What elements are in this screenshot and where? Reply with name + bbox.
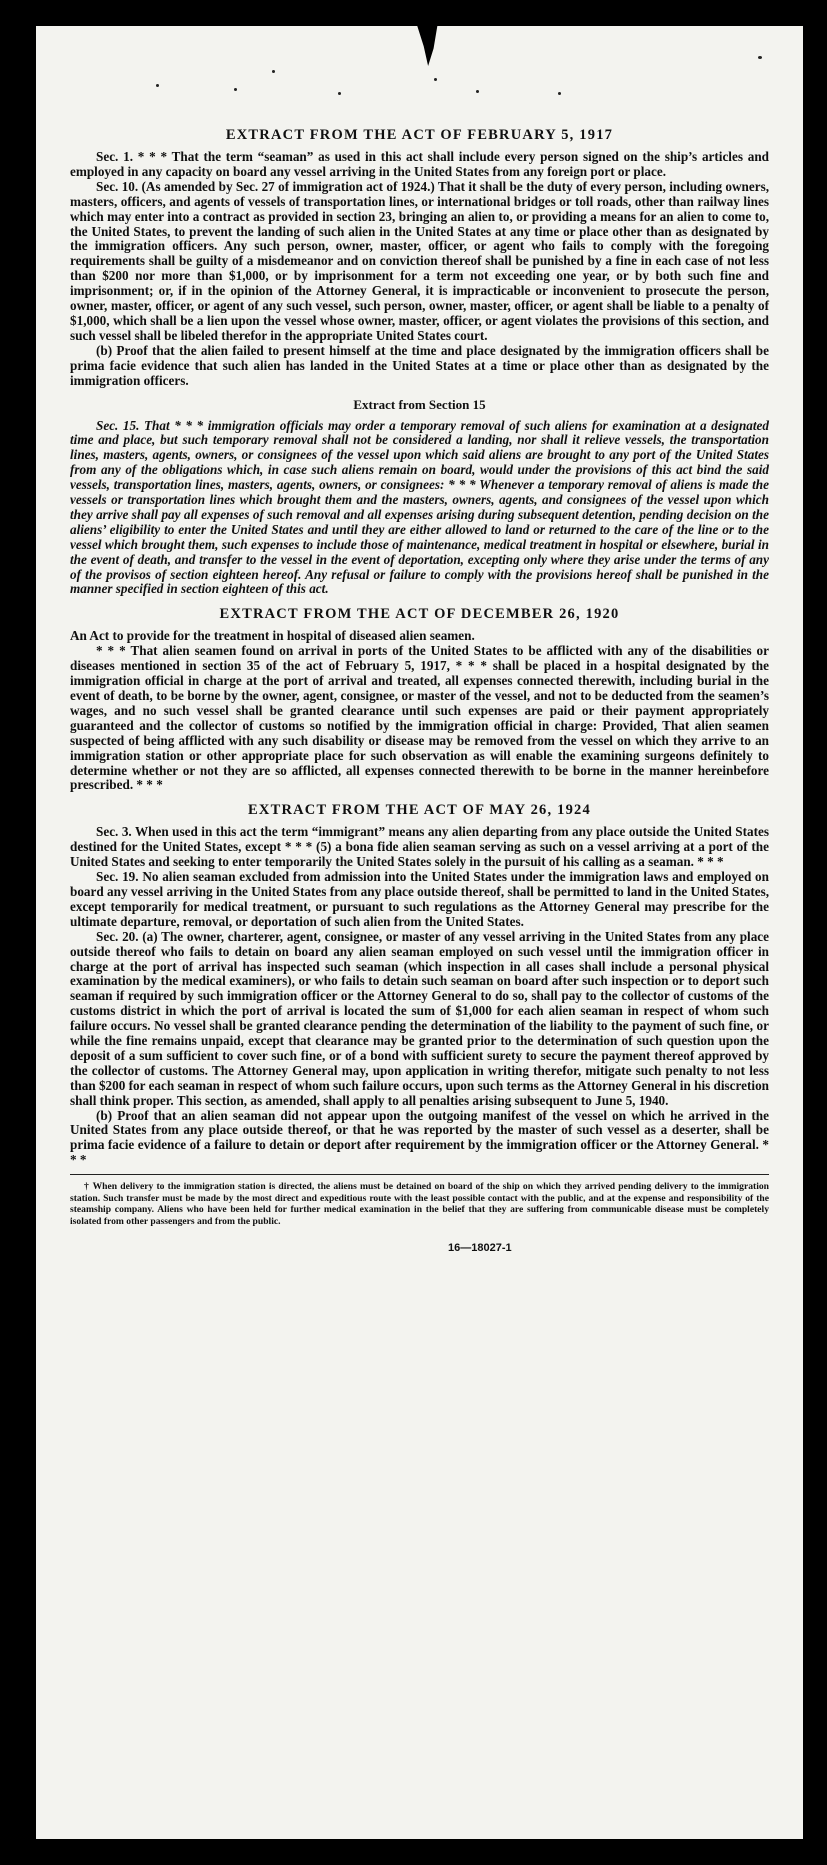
page-speck	[434, 78, 437, 81]
paragraph-hospital-treatment: * * * That alien seamen found on arrival in ports of the United States to be afflicted with any of the disabilities or diseases mentioned in section 35 of the act of February 5, 1917, * * * shall be placed in a hospital designated by the immigration official in charge at the port of arrival and treated, all expenses connected therewith, including burial in the event of death, to be borne by the owner, agent, consignee, or master of the vessel, and not to be deducted from the seamen’s wages, and no such vessel shall be granted clearance until such expenses are paid or their payment appropriately guaranteed and the collector of customs so notified by the immigration official in charge: Provided, That alien seamen suspected of being afflicted with any such disability or disease may be removed from the vessel on which they arrive to an immigration station or other appropriate place for such observation as will enable the examining surgeons definitely to determine whether or not they are so afflicted, all expenses connected therewith to be borne in the manner hereinbefore prescribed. * * *	[70, 643, 769, 793]
page-speck	[558, 92, 561, 95]
heading-act-1920: EXTRACT FROM THE ACT OF DECEMBER 26, 1920	[219, 606, 620, 623]
document-page	[36, 26, 803, 1839]
paragraph-sec-19: Sec. 19. No alien seaman excluded from admission into the United States under the immigration laws and employed on board any vessel arriving in the United States from any place outside thereof, shall be permitted to land in the United States, except temporarily for medical treatment, or pursuant to such regulations as the Attorney General may prescribe for the ultimate departure, removal, or deportation of such alien from the United States.	[70, 869, 769, 929]
paragraph-sec-15: Sec. 15. That * * * immigration officials may order a temporary removal of such aliens for examination at a designated time and place, but such temporary removal shall not be considered a landing, nor shall it relieve vessels, the transportation lines, masters, agents, owners, or consignees of the vessel upon which said aliens are brought to any port of the United States from any of the obligations which, in case such aliens remain on board, would under the provisions of this act bind the said vessels, transportation lines, masters, agents, owners, or consignees: * * * Whenever a temporary removal of aliens is made the vessels or transportation lines which brought them and the masters, owners, agents, and consignees of the vessel upon which they arrive shall pay all expenses of such removal and all expenses arising during subsequent detention, pending decision on the aliens’ eligibility to enter the United States and until they are either allowed to land or returned to the care of the line or to the vessel which brought them, such expenses to include those of maintenance, medical treatment in hospital or elsewhere, burial in the event of death, and transfer to the vessel in the event of deportation, excepting only where they arise under the terms of any of the provisos of section eighteen hereof. Any refusal or failure to comply with the provisions hereof shall be punished in the manner specified in section eighteen of this act.	[70, 417, 769, 597]
paragraph-sec-10: Sec. 10. (As amended by Sec. 27 of immigration act of 1924.) That it shall be the duty of every person, including owners, masters, officers, and agents of vessels of transportation lines, or international bridges or toll roads, other than railway lines which may enter into a contract as provided in section 23, bringing an alien to, or providing a means for an alien to come to, the United States, to prevent the landing of such alien in the United States at any time or place other than as designated by the immigration officers. Any such person, owner, master, officer, or agent who fails to comply with the foregoing requirements shall be guilty of a misdemeanor and on conviction thereof shall be punished by a fine in each case of not less than $200 nor more than $1,000, or by imprisonment for a term not exceeding one year, or by both such fine and imprisonment; or, if in the opinion of the Attorney General, it is impracticable or inconvenient to prosecute the person, owner, master, officer, or agent of any such vessel, such person, owner, master, officer, or agent shall be liable to a penalty of $1,000, which shall be a lien upon the vessel whose owner, master, officer, or agent violates the provisions of this section, and such vessel shall be libeled therefor in the appropriate United States court.	[70, 178, 769, 343]
footnote: † When delivery to the immigration station is directed, the aliens must be detained on board of the ship on which they arrived pending delivery to the immigration station. Such transfer must be made by the most direct and expeditious route with the least possible contact with the public, and at the expense and responsibility of the steamship company. Aliens who have been held for further medical examination in the belief that they are suffering from communicable disease must be completely isolated from other passengers and from the public.	[70, 1181, 769, 1227]
paragraph-sec-1: Sec. 1. * * * That the term “seaman” as used in this act shall include every person signed on the ship’s articles and employed in any capacity on board any vessel arriving in the United States from any foreign port or place.	[70, 149, 769, 179]
footnote-divider	[70, 1174, 769, 1175]
form-number: 16—18027-1	[448, 1241, 512, 1254]
heading-act-1917: EXTRACT FROM THE ACT OF FEBRUARY 5, 1917	[225, 127, 614, 143]
paragraph-sec-20-b: (b) Proof that an alien seaman did not appear upon the outgoing manifest of the vessel on which he arrived in the United States from any place outside thereof, or that he was reported by the master of such vessel as a deserter, shall be prima facie evidence of a failure to detain or deport after requirement by the immigration officer or the Attorney General. * * *	[70, 1107, 769, 1168]
page-speck	[758, 56, 762, 59]
page-speck	[234, 88, 237, 91]
paragraph-sec-10-b: (b) Proof that the alien failed to present himself at the time and place designated by the immigration officers shall be prima facie evidence that such alien has landed in the United States at a time or place other than as designated by the immigration officers.	[70, 342, 769, 388]
page-speck	[156, 84, 159, 87]
page-speck	[272, 70, 275, 73]
page-speck	[476, 90, 479, 93]
paragraph-sec-3: Sec. 3. When used in this act the term “immigrant” means any alien departing from any place outside the United States destined for the United States, except * * * (5) a bona fide alien seaman serving as such on a vessel arriving at a port of the United States and seeking to enter temporarily the United States solely in the pursuit of his calling as a seaman. * * *	[70, 824, 769, 870]
paragraph-sec-20-a: Sec. 20. (a) The owner, charterer, agent, consignee, or master of any vessel arriving in the United States from any place outside thereof who fails to detain on board any alien seaman employed on such vessel until the immigration officer in charge at the port of arrival has inspected such seaman (which inspection in all cases shall include a personal physical examination by the medical examiners), or who fails to detain such seaman on board after such inspection or to deport such seaman if required by such immigration officer or the Attorney General to do so, shall pay to the collector of customs of the customs district in which the port of arrival is located the sum of $1,000 for each alien seaman in respect of whom such failure occurs. No vessel shall be granted clearance pending the determination of the liability to the payment of such fine, or while the fine remains unpaid, except that clearance may be granted prior to the determination of such question upon the deposit of a sum sufficient to cover such fine, or of a bond with sufficient surety to secure the payment thereof approved by the collector of customs. The Attorney General may, upon application in writing therefor, mitigate such penalty to not less than $200 for each seaman in respect of whom such failure occurs, upon such terms as the Attorney General in his discretion shall think proper. This section, as amended, shall apply to all penalties arising subsequent to June 5, 1940.	[70, 928, 769, 1108]
heading-act-1924: EXTRACT FROM THE ACT OF MAY 26, 1924	[248, 802, 591, 819]
page-tear-mark	[416, 22, 438, 66]
page-speck	[338, 92, 341, 95]
heading-section-15: Extract from Section 15	[353, 396, 486, 412]
paragraph-act-title-1920: An Act to provide for the treatment in hospital of diseased alien seamen.	[70, 628, 475, 644]
